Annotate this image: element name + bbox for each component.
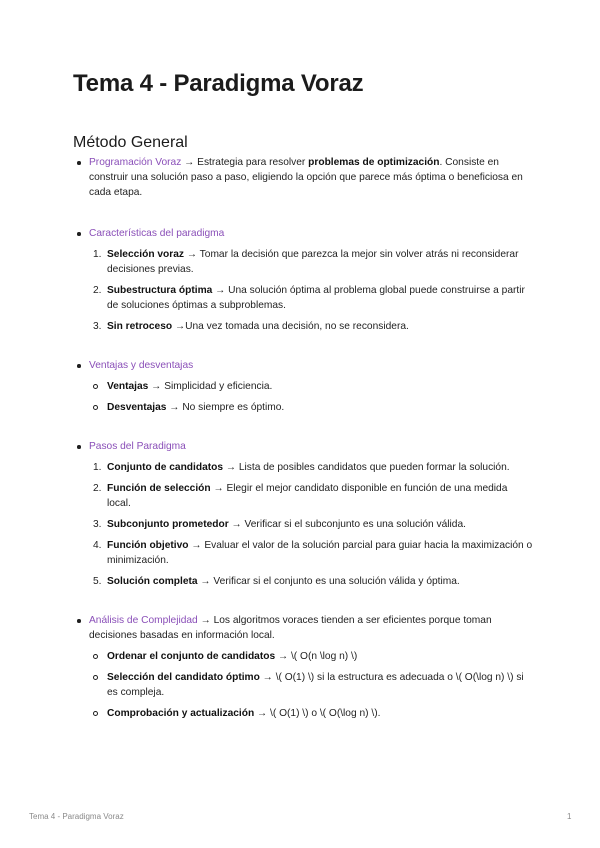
pasos-heading: Pasos del Paradigma	[89, 441, 186, 452]
intro-rest: . Consiste en construir una solución paso a paso, eligiendo la opción que parece más óptima o beneficiosa en cada etapa.	[89, 157, 523, 198]
item-number: 1.	[93, 249, 102, 260]
item-term: Desventajas	[107, 402, 167, 413]
list-item	[89, 460, 533, 475]
item-number: 5.	[93, 576, 102, 587]
item-term: Subestructura óptima	[107, 285, 213, 296]
item-number: 2.	[93, 483, 102, 494]
item-desc: → Lista de posibles candidatos que pueden formar la solución.	[223, 462, 510, 473]
item-number: 3.	[93, 321, 102, 332]
list-item	[89, 574, 533, 589]
item-desc: → Elegir el mejor candidato disponible en función de una medida local.	[107, 483, 508, 509]
item-term: Ordenar el conjunto de candidatos	[107, 651, 276, 662]
item-term: Función de selección	[107, 483, 211, 494]
list-item	[89, 283, 533, 313]
list-item	[89, 481, 533, 511]
intro-item	[73, 155, 533, 200]
page-title: Tema 4 - Paradigma Voraz	[73, 70, 364, 97]
item-number: 3.	[93, 519, 102, 530]
intro-term: Programación Voraz	[89, 157, 182, 168]
item-term: Ventajas	[107, 381, 149, 392]
item-term: Solución completa	[107, 576, 198, 587]
item-desc: → Tomar la decisión que parezca la mejor sin volver atrás ni reconsiderar decisiones previas.	[107, 249, 519, 275]
caracteristicas-heading: Características del paradigma	[89, 228, 225, 239]
item-term: Sin retroceso	[107, 321, 173, 332]
intro-arrow: → Estrategia para resolver	[181, 157, 309, 168]
list-item	[89, 400, 533, 415]
intro-bold: problemas de optimización	[308, 157, 440, 168]
list-item	[89, 319, 533, 334]
item-number: 1.	[93, 462, 102, 473]
item-term: Selección del candidato óptimo	[107, 672, 260, 683]
item-desc: →Una vez tomada una decisión, no se reconsidera.	[172, 321, 409, 332]
item-desc: → Verificar si el subconjunto es una solución válida.	[228, 519, 466, 530]
complejidad-term: Análisis de Complejidad	[89, 615, 198, 626]
section-heading: Método General	[73, 134, 188, 151]
list-item	[89, 517, 533, 532]
complejidad-section	[73, 613, 533, 721]
item-term: Comprobación y actualización	[107, 708, 255, 719]
pasos-section	[73, 439, 533, 589]
item-term: Función objetivo	[107, 540, 189, 551]
item-term: Subconjunto prometedor	[107, 519, 229, 530]
item-desc: → Verificar si el conjunto es una solución válida y óptima.	[197, 576, 460, 587]
list-item	[89, 247, 533, 277]
item-number: 4.	[93, 540, 102, 551]
item-desc: → \( O(1) \) si la estructura es adecuada o \( O(\log n) \) si es compleja.	[107, 672, 524, 698]
item-desc: → \( O(n \log n) \)	[275, 651, 358, 662]
list-item	[89, 538, 533, 568]
item-number: 2.	[93, 285, 102, 296]
footer-title: Tema 4 - Paradigma Voraz	[29, 812, 124, 821]
item-desc: → Simplicidad y eficiencia.	[148, 381, 273, 392]
item-term: Conjunto de candidatos	[107, 462, 224, 473]
page-number: 1	[567, 812, 572, 821]
list-item	[89, 649, 533, 664]
item-desc: → Una solución óptima al problema global puede construirse a partir de soluciones óptimas a subproblemas.	[107, 285, 525, 311]
document-body	[73, 155, 533, 727]
caracteristicas-section	[73, 226, 533, 334]
complejidad-desc: → Los algoritmos voraces tienden a ser eficientes porque toman decisiones basadas en información local.	[89, 615, 492, 641]
list-item	[89, 706, 533, 721]
ventajas-section	[73, 358, 533, 415]
item-term: Selección voraz	[107, 249, 185, 260]
item-desc: → Evaluar el valor de la solución parcial para guiar hacia la maximización o minimización.	[107, 540, 533, 566]
list-item	[89, 670, 533, 700]
item-desc: → \( O(1) \) o \( O(\log n) \).	[254, 708, 381, 719]
list-item	[89, 379, 533, 394]
item-desc: → No siempre es óptimo.	[166, 402, 285, 413]
ventajas-heading: Ventajas y desventajas	[89, 360, 194, 371]
